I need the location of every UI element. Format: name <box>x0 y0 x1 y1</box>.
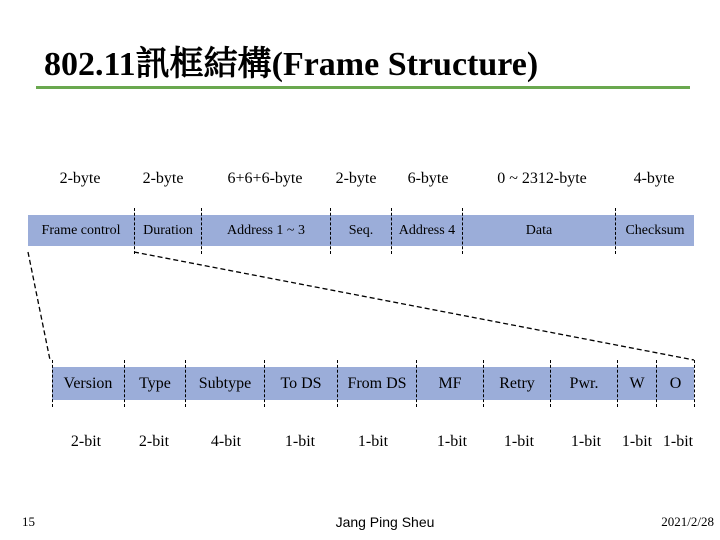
bit-field-pwr: Pwr. <box>569 374 599 392</box>
date: 2021/2/28 <box>661 514 714 529</box>
field-duration: Duration <box>143 222 193 238</box>
bit-label-w: 1-bit <box>621 433 653 450</box>
size-label-seq: 2-byte <box>335 170 377 187</box>
field-data: Data <box>525 222 553 238</box>
size-label-address-1-3: 6+6+6-byte <box>227 170 303 187</box>
size-label-address-4: 6-byte <box>407 170 449 187</box>
bit-label-version: 2-bit <box>70 433 102 450</box>
bit-label-subtype: 4-bit <box>210 433 242 450</box>
bit-field-subtype: Subtype <box>198 374 252 392</box>
field-seq: Seq. <box>348 222 374 238</box>
bit-field-type: Type <box>139 374 171 392</box>
bit-field-retry: Retry <box>499 374 535 392</box>
bit-label-retry: 1-bit <box>503 433 535 450</box>
field-checksum: Checksum <box>625 222 685 238</box>
bit-field-o: O <box>669 374 682 392</box>
divider <box>264 360 265 407</box>
bit-field-to-ds: To DS <box>280 374 322 392</box>
size-label-checksum: 4-byte <box>633 170 675 187</box>
divider <box>617 360 618 407</box>
frame-control-bar <box>52 367 694 400</box>
divider <box>550 360 551 407</box>
divider <box>185 360 186 407</box>
field-address-4: Address 4 <box>398 222 456 238</box>
bit-field-w: W <box>629 374 645 392</box>
divider <box>52 360 53 407</box>
bit-label-from-ds: 1-bit <box>357 433 389 450</box>
page-number: 15 <box>22 514 35 529</box>
size-label-duration: 2-byte <box>142 170 184 187</box>
field-address-1-3: Address 1 ~ 3 <box>227 222 305 238</box>
bit-label-pwr: 1-bit <box>570 433 602 450</box>
divider <box>416 360 417 407</box>
divider <box>656 360 657 407</box>
bit-label-mf: 1-bit <box>436 433 468 450</box>
bit-label-o: 1-bit <box>662 433 694 450</box>
bit-field-mf: MF <box>438 374 462 392</box>
author: Jang Ping Sheu <box>335 514 435 530</box>
divider <box>483 360 484 407</box>
slide-title: 802.11訊框結構(Frame Structure) <box>44 46 539 83</box>
divider <box>337 360 338 407</box>
bit-label-to-ds: 1-bit <box>284 433 316 450</box>
size-label-frame-control: 2-byte <box>59 170 101 187</box>
divider <box>694 360 695 407</box>
divider <box>124 360 125 407</box>
bit-field-version: Version <box>63 374 113 392</box>
size-label-data: 0 ~ 2312-byte <box>497 170 587 187</box>
bit-label-type: 2-bit <box>138 433 170 450</box>
bit-field-from-ds: From DS <box>347 374 407 392</box>
field-frame-control: Frame control <box>41 222 121 238</box>
